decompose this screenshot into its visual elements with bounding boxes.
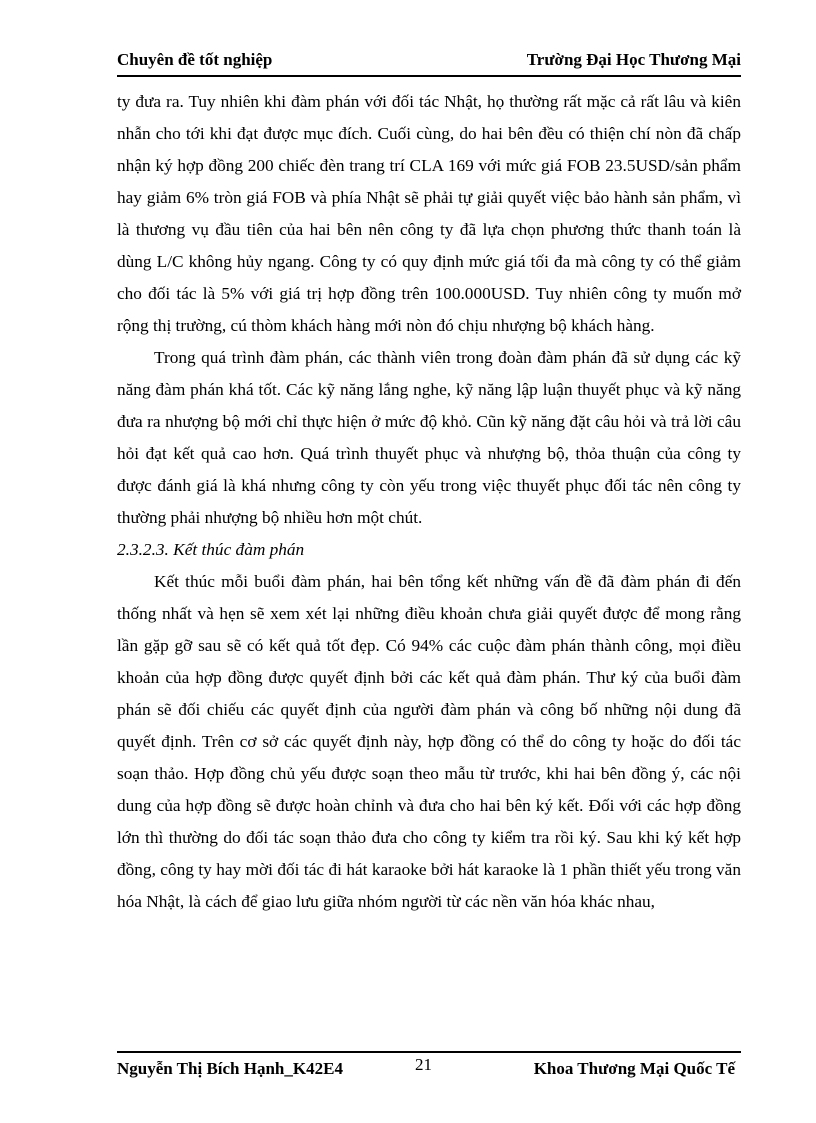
paragraph-ending-negotiation: Kết thúc mỗi buổi đàm phán, hai bên tổng kết những vấn đề đã đàm phán đi đến thống nhất và hẹn sẽ xem xét lại những điều khoản chưa giải quyết được để mong rằng lần gặp gỡ sau sẽ có kết quả tốt đẹp. Có 94% các cuộc đàm phán thành công, mọi điều khoản của hợp đồng được quyết định bởi các kết quả đàm phán. Thư ký của buổi đàm phán sẽ đối chiếu các quyết định của người đàm phán và công bố những nội dung đã quyết định. Trên cơ sở các quyết định này, hợp đồng có thể do công ty hoặc do đối tác soạn thảo. Hợp đồng chủ yếu được soạn theo mẫu từ trước, khi hai bên đồng ý, các nội dung của hợp đồng sẽ được hoàn chỉnh và đưa cho hai bên ký kết. Đối với các hợp đồng lớn thì thường do đối tác soạn thảo đưa cho công ty kiểm tra rồi ký. Sau khi ký kết hợp đồng, công ty hay mời đối tác đi hát karaoke bởi hát karaoke là 1 phần thiết yếu trong văn hóa Nhật, là cách để giao lưu giữa nhóm người từ các nền văn hóa khác nhau, [117, 572, 741, 911]
header-left: Chuyên đề tốt nghiệp [117, 50, 273, 69]
footer-rule [117, 1051, 741, 1053]
header-right: Trường Đại Học Thương Mại [526, 50, 741, 69]
footer-faculty: Khoa Thương Mại Quốc Tế [533, 1059, 735, 1078]
page-footer [117, 1055, 741, 1085]
section-heading: 2.3.2.3. Kết thúc đàm phán [117, 540, 305, 559]
page-body [117, 86, 741, 918]
footer-author: Nguyễn Thị Bích Hạnh_K42E4 [117, 1059, 343, 1078]
paragraph-negotiation-skills: Trong quá trình đàm phán, các thành viên trong đoàn đàm phán đã sử dụng các kỹ năng đàm phán khá tốt. Các kỹ năng lắng nghe, kỹ năng lập luận thuyết phục và kỹ năng đưa ra nhượng bộ mới chỉ thực hiện ở mức độ khỏ. Cũn kỹ năng đặt câu hỏi và trả lời câu hỏi đạt kết quả cao hơn. Quá trình thuyết phục và nhượng bộ, thỏa thuận của công ty được đánh giá là khá nhưng công ty còn yếu trong việc thuyết phục đối tác nên công ty thường phải nhượng bộ nhiều hơn một chút. [117, 348, 741, 527]
header-rule [117, 75, 741, 77]
paragraph-continuation: ty đưa ra. Tuy nhiên khi đàm phán với đối tác Nhật, họ thường rất mặc cả rất lâu và kiên nhẫn cho tới khi đạt được mục đích. Cuối cùng, do hai bên đều có thiện chí nòn đã chấp nhận ký hợp đồng 200 chiếc đèn trang trí CLA 169 với mức giá FOB 23.5USD/sản phẩm hay giảm 6% tròn giá FOB và phía Nhật sẽ phải tự giải quyết việc bảo hành sản phẩm, vì là thương vụ đầu tiên của hai bên nên công ty đã lựa chọn phương thức thanh toán là dùng L/C không hủy ngang. Công ty có quy định mức giá tối đa mà công ty có thể giảm cho đối tác là 5% với giá trị hợp đồng trên 100.000USD. Tuy nhiên công ty muốn mở rộng thị trường, cú thòm khách hàng mới nòn đó chịu nhượng bộ khách hàng. [117, 92, 741, 335]
page-header [117, 48, 741, 74]
page-number: 21 [415, 1055, 432, 1074]
